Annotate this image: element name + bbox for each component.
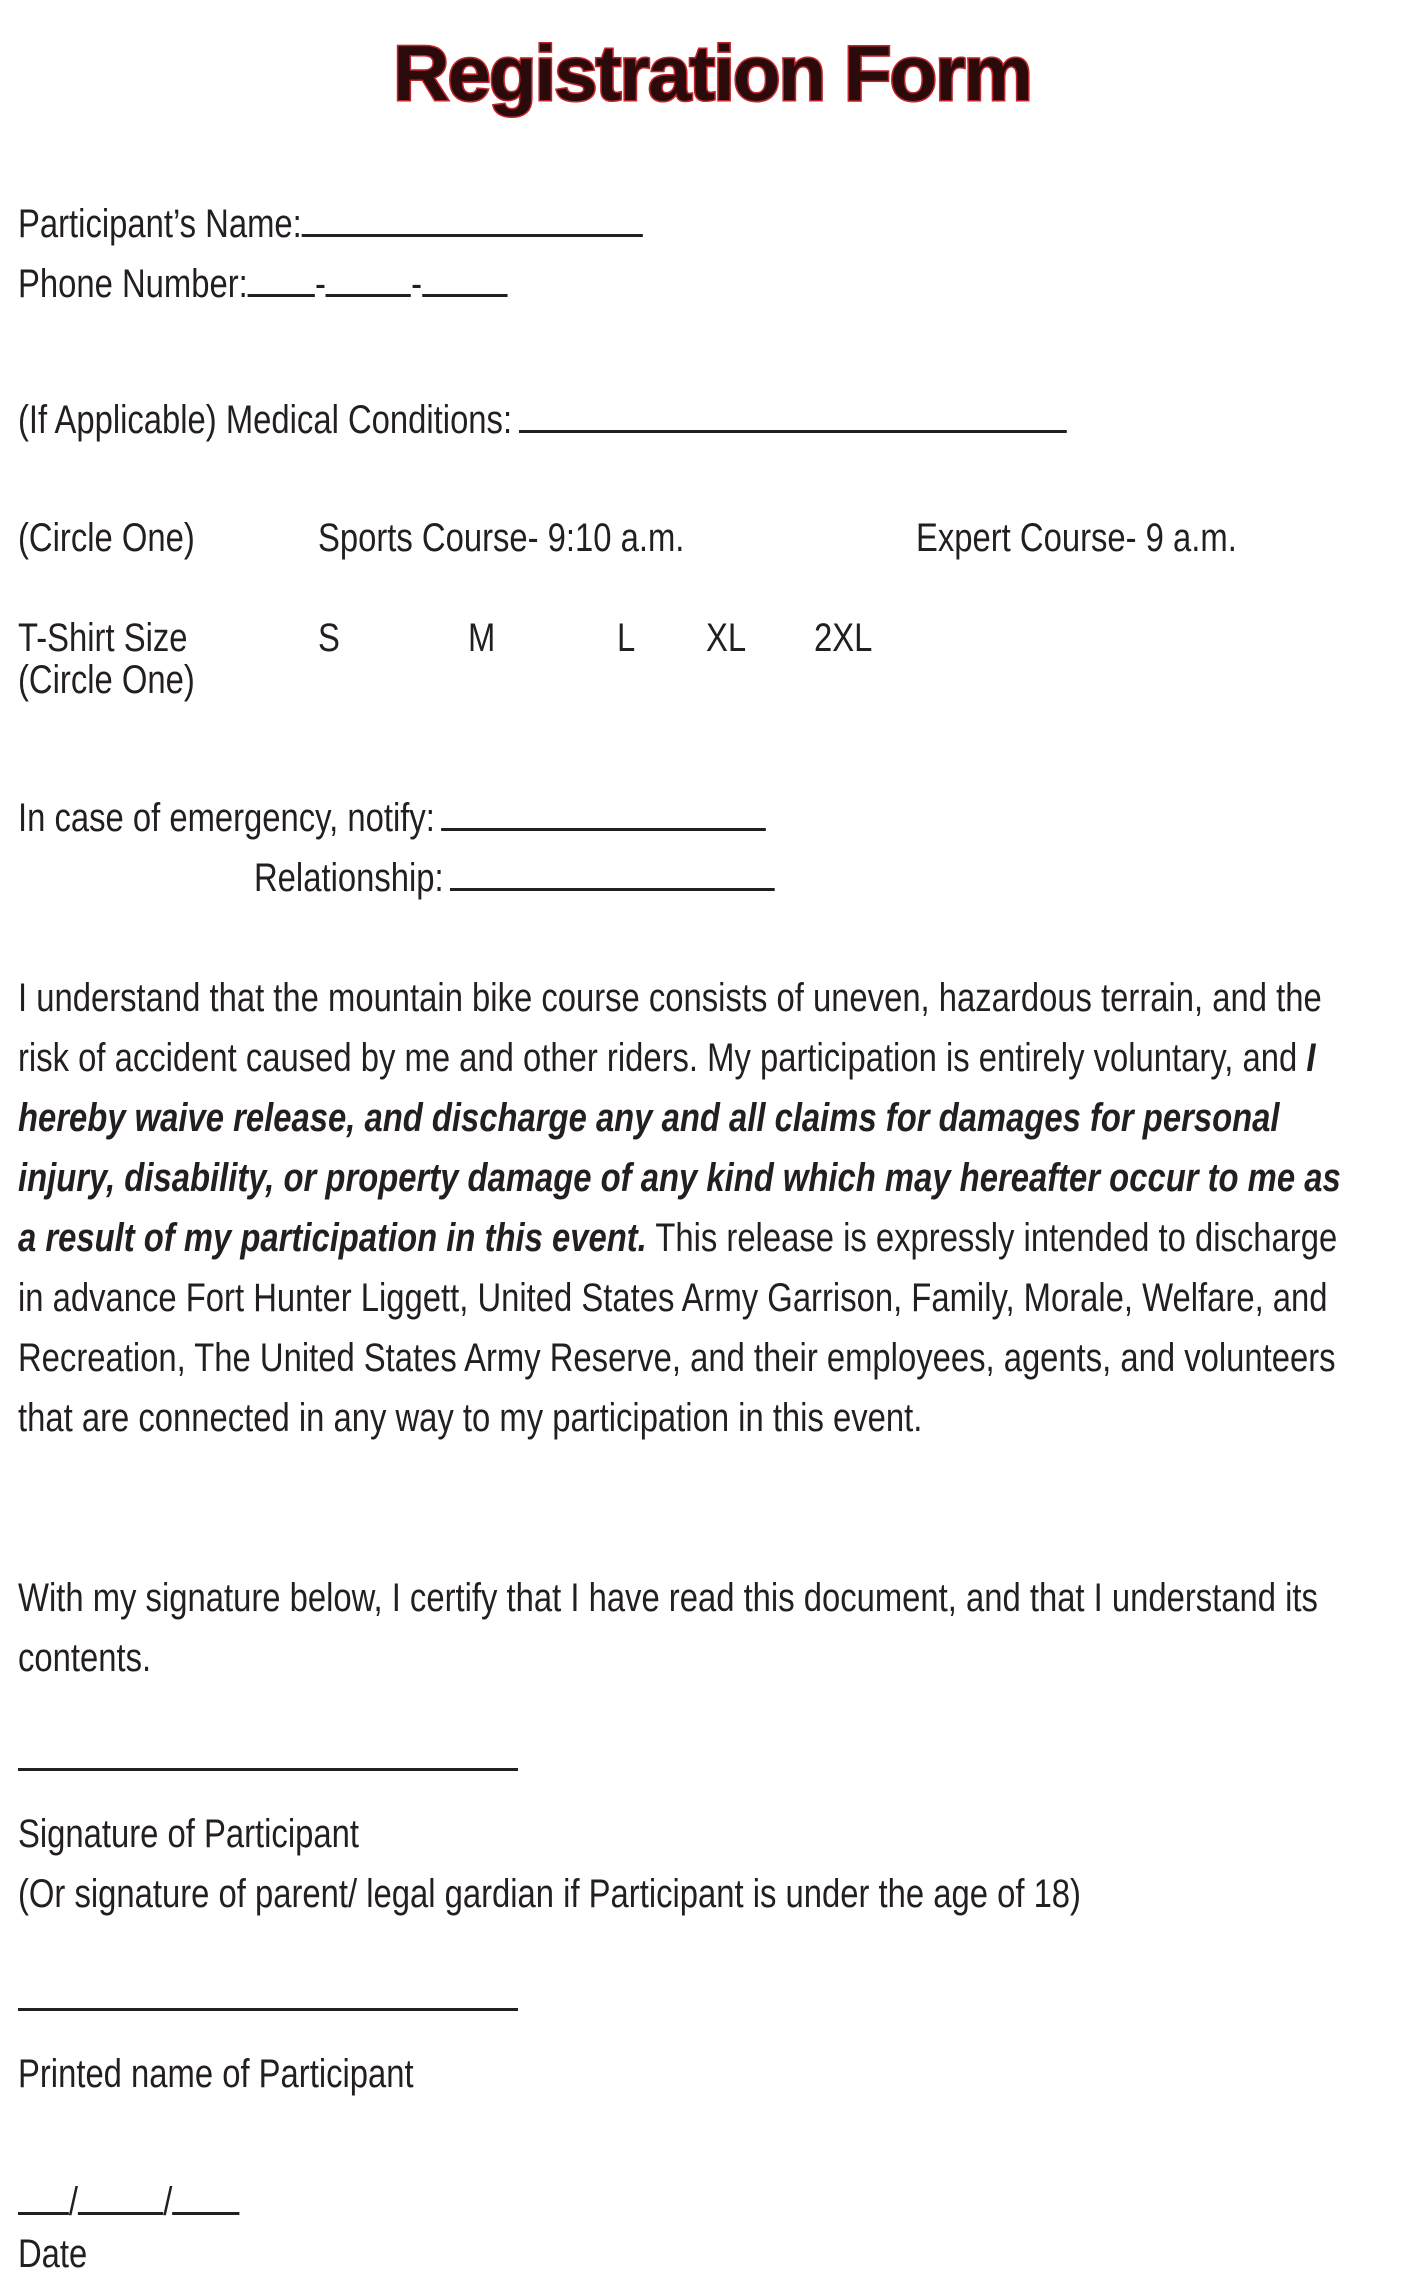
date-label: Date [18, 2232, 88, 2276]
phone-number-label: Phone Number: [18, 262, 248, 306]
date-separator: / [68, 2180, 78, 2224]
date-separator: / [163, 2180, 173, 2224]
relationship-label: Relationship: [254, 856, 444, 900]
form-title: Registration Form [393, 29, 1031, 117]
emergency-contact-field[interactable] [441, 792, 766, 831]
waiver-paragraph [18, 968, 1346, 1448]
tshirt-size-option[interactable]: L [617, 616, 636, 660]
course-option-sports[interactable]: Sports Course- 9:10 a.m. [318, 516, 685, 560]
relationship-row [254, 852, 775, 902]
course-option-expert[interactable]: Expert Course- 9 a.m. [916, 516, 1237, 560]
phone-prefix-field[interactable] [326, 258, 411, 297]
emergency-contact-label: In case of emergency, notify: [18, 796, 435, 840]
waiver-intro-text: I understand that the mountain bike course consists of uneven, hazardous terrain, and the risk of accident caused by me and other riders. My participation is entirely voluntary, and [18, 976, 1322, 1080]
participant-name-label: Participant’s Name: [18, 202, 302, 246]
phone-area-field[interactable] [248, 258, 315, 297]
printed-name-label: Printed name of Participant [18, 2052, 414, 2096]
phone-number-row [18, 258, 507, 308]
tshirt-circle-label: (Circle One) [18, 658, 195, 702]
phone-separator: - [314, 262, 326, 306]
tshirt-size-option[interactable]: M [468, 616, 496, 660]
tshirt-size-option[interactable]: S [318, 616, 340, 660]
printed-name-line[interactable] [18, 2008, 518, 2011]
date-month-field[interactable] [18, 2176, 69, 2215]
medical-conditions-field[interactable] [519, 394, 1067, 433]
tshirt-size-option[interactable]: 2XL [814, 616, 873, 660]
certify-paragraph: With my signature below, I certify that I have read this document, and that I understand its contents. [18, 1576, 1318, 1680]
date-day-field[interactable] [78, 2176, 163, 2215]
medical-conditions-row [18, 394, 1066, 444]
relationship-field[interactable] [450, 852, 775, 891]
date-row [18, 2176, 240, 2226]
phone-line-field[interactable] [422, 258, 507, 297]
date-year-field[interactable] [172, 2176, 239, 2215]
waiver-release-text: I hereby waive release, and discharge any and all claims for damages for personal injury, disability, or property damage of any kind which may hereafter occur to me as a result of my participation in this event. [18, 1036, 1341, 1260]
signature-label: Signature of Participant [18, 1812, 359, 1856]
signature-note: (Or signature of parent/ legal gardian if Participant is under the age of 18) [18, 1872, 1081, 1916]
participant-name-field[interactable] [302, 198, 643, 237]
phone-separator: - [411, 262, 423, 306]
signature-line[interactable] [18, 1768, 518, 1771]
medical-conditions-label: (If Applicable) Medical Conditions: [18, 398, 513, 442]
course-circle-label: (Circle One) [18, 516, 195, 560]
waiver-rest-text: This release is expressly intended to discharge in advance Fort Hunter Liggett, United States Army Garrison, Family, Morale, Welfare, and Recreation, The United States Army Reserve, and their employees, agents, and volunteers that are connected in any way to my participation in this event. [18, 1216, 1338, 1440]
participant-name-row [18, 198, 643, 248]
emergency-contact-row [18, 792, 766, 842]
tshirt-size-option[interactable]: XL [706, 616, 747, 660]
tshirt-size-label: T-Shirt Size [18, 616, 188, 660]
